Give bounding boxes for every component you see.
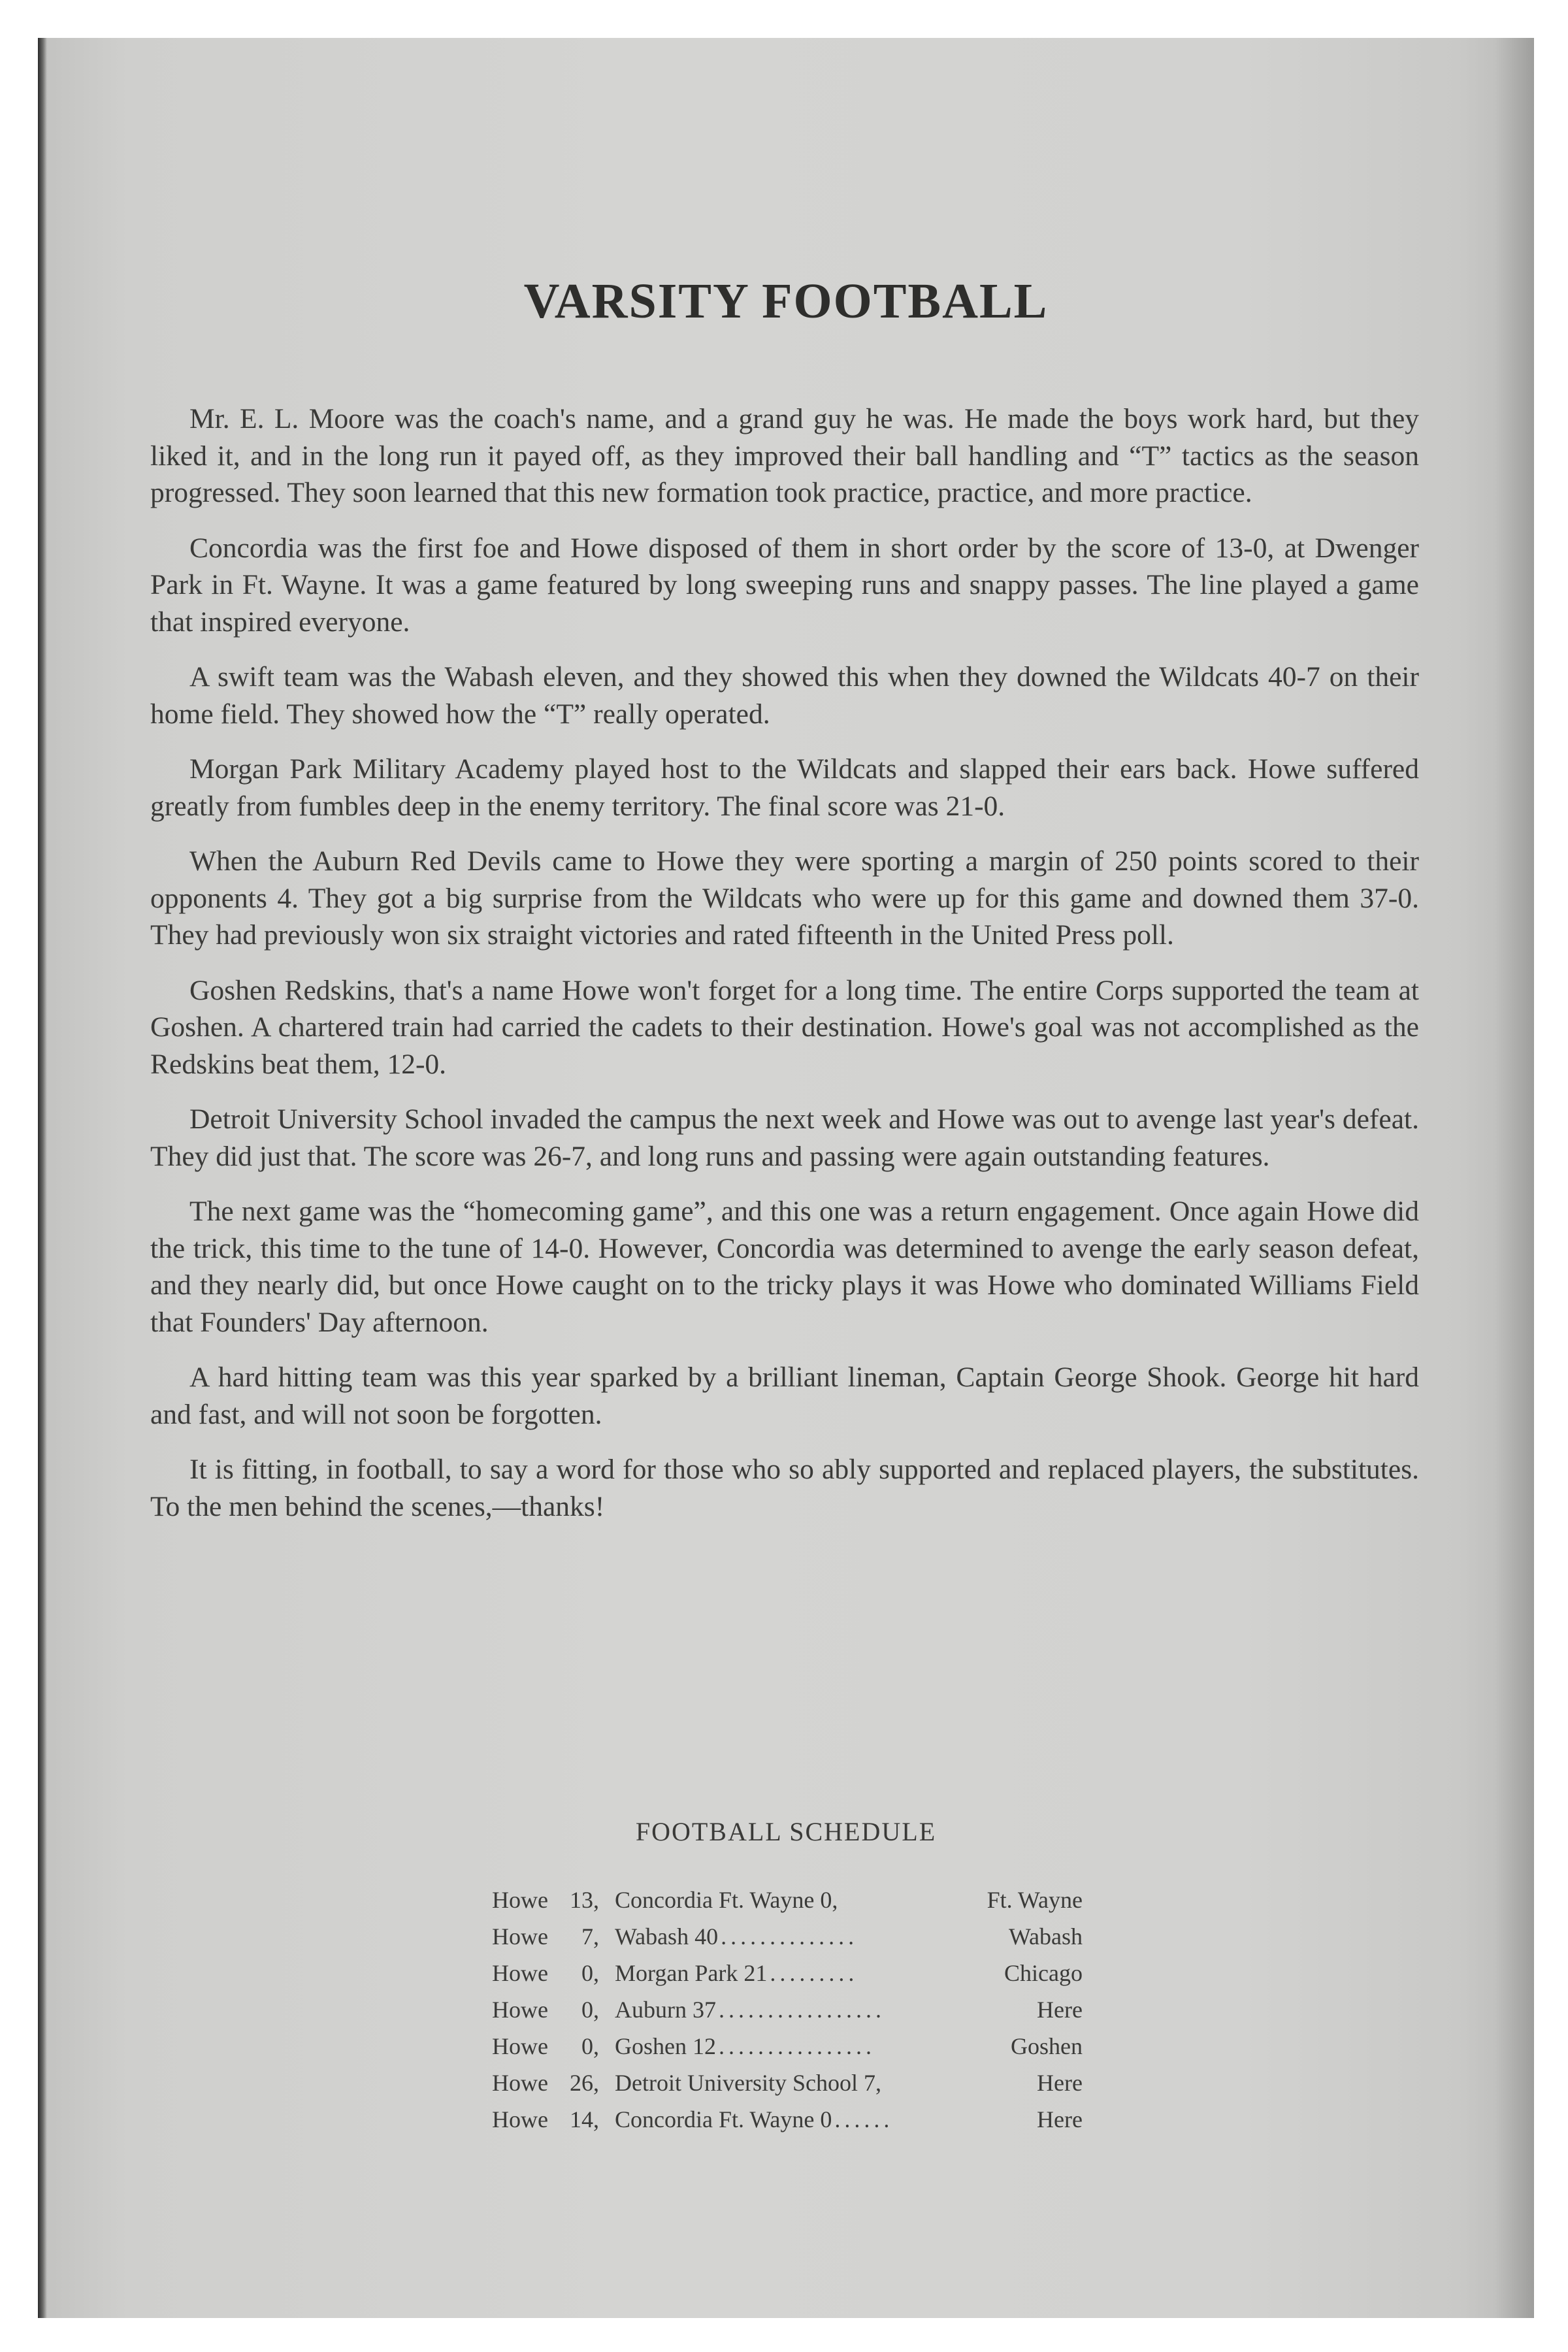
row-leader: ................ <box>719 2033 875 2059</box>
paragraph-coach: Mr. E. L. Moore was the coach's name, and a grand guy he was. He made the boys work hard, but they liked it, and in the long run it payed off, as they improved their ball handling and “T” tactics as the season progressed. They soon learned that this new formation took practice, practice, and more practice. <box>150 403 1419 508</box>
article-body <box>150 400 1419 1543</box>
row-team: Howe <box>492 1997 548 2023</box>
yearbook-page <box>38 38 1534 2318</box>
paragraph-detroit: Detroit University School invaded the campus the next week and Howe was out to avenge last year's defeat. They did just that. The score was 26-7, and long runs and passing were again outstanding features. <box>150 1103 1419 1172</box>
row-opponent: Detroit University School 7, <box>615 2070 881 2096</box>
row-place: Here <box>1037 2070 1083 2096</box>
paragraph-homecoming: The next game was the “homecoming game”, and this one was a return engagement. Once again Howe did the trick, this time to the tune of 14-0. However, Concordia was determined to avenge the early season defeat, and they nearly did, but once Howe caught on to the tricky plays it was Howe who dominated Williams Field that Founders' Day afternoon. <box>150 1196 1419 1338</box>
football-schedule <box>38 1816 1534 2132</box>
schedule-row <box>492 1882 1083 1918</box>
row-score: 0, <box>581 2033 599 2059</box>
row-opponent: Concordia Ft. Wayne 0 <box>615 2106 832 2132</box>
paragraph-captain: A hard hitting team was this year sparked by a brilliant lineman, Captain George Shook. George hit hard and fast, and will not soon be forgotten. <box>150 1362 1419 1430</box>
page-title: VARSITY FOOTBALL <box>523 274 1049 329</box>
row-score: 7, <box>581 1923 599 1950</box>
schedule-row <box>492 2065 1083 2101</box>
schedule-row <box>492 1991 1083 2028</box>
paragraph-goshen: Goshen Redskins, that's a name Howe won't forget for a long time. The entire Corps supported the team at Goshen. A chartered train had carried the cadets to their destination. Howe's goal was not accomplished as the Redskins beat them, 12-0. <box>150 974 1419 1080</box>
paragraph-substitutes: It is fitting, in football, to say a word for those who so ably supported and replaced players, the substitutes. To the men behind the scenes,—thanks! <box>150 1454 1419 1522</box>
row-opponent: Goshen 12 <box>615 2033 716 2059</box>
row-team: Howe <box>492 1960 548 1986</box>
row-score: 13, <box>570 1887 599 1913</box>
binding-shadow <box>38 38 47 2318</box>
row-score: 0, <box>581 1960 599 1986</box>
row-score: 26, <box>570 2070 599 2096</box>
row-team: Howe <box>492 2070 548 2096</box>
schedule-row <box>492 1918 1083 1955</box>
row-team: Howe <box>492 2033 548 2059</box>
paragraph-auburn: When the Auburn Red Devils came to Howe they were sporting a margin of 250 points scored to their opponents 4. They got a big surprise from the Wildcats who were up for this game and downed them 37-0. They had previously won six straight victories and rated fifteenth in the United Press poll. <box>150 845 1419 951</box>
row-leader: ................. <box>719 1997 885 2023</box>
row-place: Ft. Wayne <box>987 1887 1083 1913</box>
row-leader: ...... <box>834 2106 894 2132</box>
row-opponent: Wabash 40 <box>615 1923 719 1950</box>
row-place: Wabash <box>1008 1923 1083 1950</box>
schedule-row <box>492 2101 1083 2138</box>
page-edge-shadow <box>1495 38 1534 2318</box>
row-opponent: Concordia Ft. Wayne 0, <box>615 1887 838 1913</box>
paragraph-concordia: Concordia was the first foe and Howe disposed of them in short order by the score of 13-0, at Dwenger Park in Ft. Wayne. It was a game featured by long sweeping runs and snappy passes. The line played a game that inspired everyone. <box>150 532 1419 638</box>
schedule-row <box>492 1955 1083 1991</box>
row-opponent: Auburn 37 <box>615 1997 716 2023</box>
row-place: Chicago <box>1004 1960 1083 1986</box>
row-score: 14, <box>570 2106 599 2132</box>
schedule-table <box>492 1882 1083 2138</box>
row-team: Howe <box>492 1923 548 1950</box>
row-team: Howe <box>492 1887 548 1913</box>
row-team: Howe <box>492 2106 548 2132</box>
row-leader: .............. <box>721 1923 858 1950</box>
paragraph-morgan-park: Morgan Park Military Academy played host to the Wildcats and slapped their ears back. Howe suffered greatly from fumbles deep in the enemy territory. The final score was 21-0. <box>150 753 1419 822</box>
row-leader: ......... <box>770 1960 858 1986</box>
row-place: Goshen <box>1011 2033 1083 2059</box>
schedule-title: FOOTBALL SCHEDULE <box>635 1817 937 1846</box>
row-place: Here <box>1037 2106 1083 2132</box>
paragraph-wabash: A swift team was the Wabash eleven, and they showed this when they downed the Wildcats 40-7 on their home field. They showed how the “T” really operated. <box>150 661 1419 730</box>
schedule-row <box>492 2028 1083 2065</box>
row-opponent: Morgan Park 21 <box>615 1960 768 1986</box>
row-place: Here <box>1037 1997 1083 2023</box>
row-score: 0, <box>581 1997 599 2023</box>
